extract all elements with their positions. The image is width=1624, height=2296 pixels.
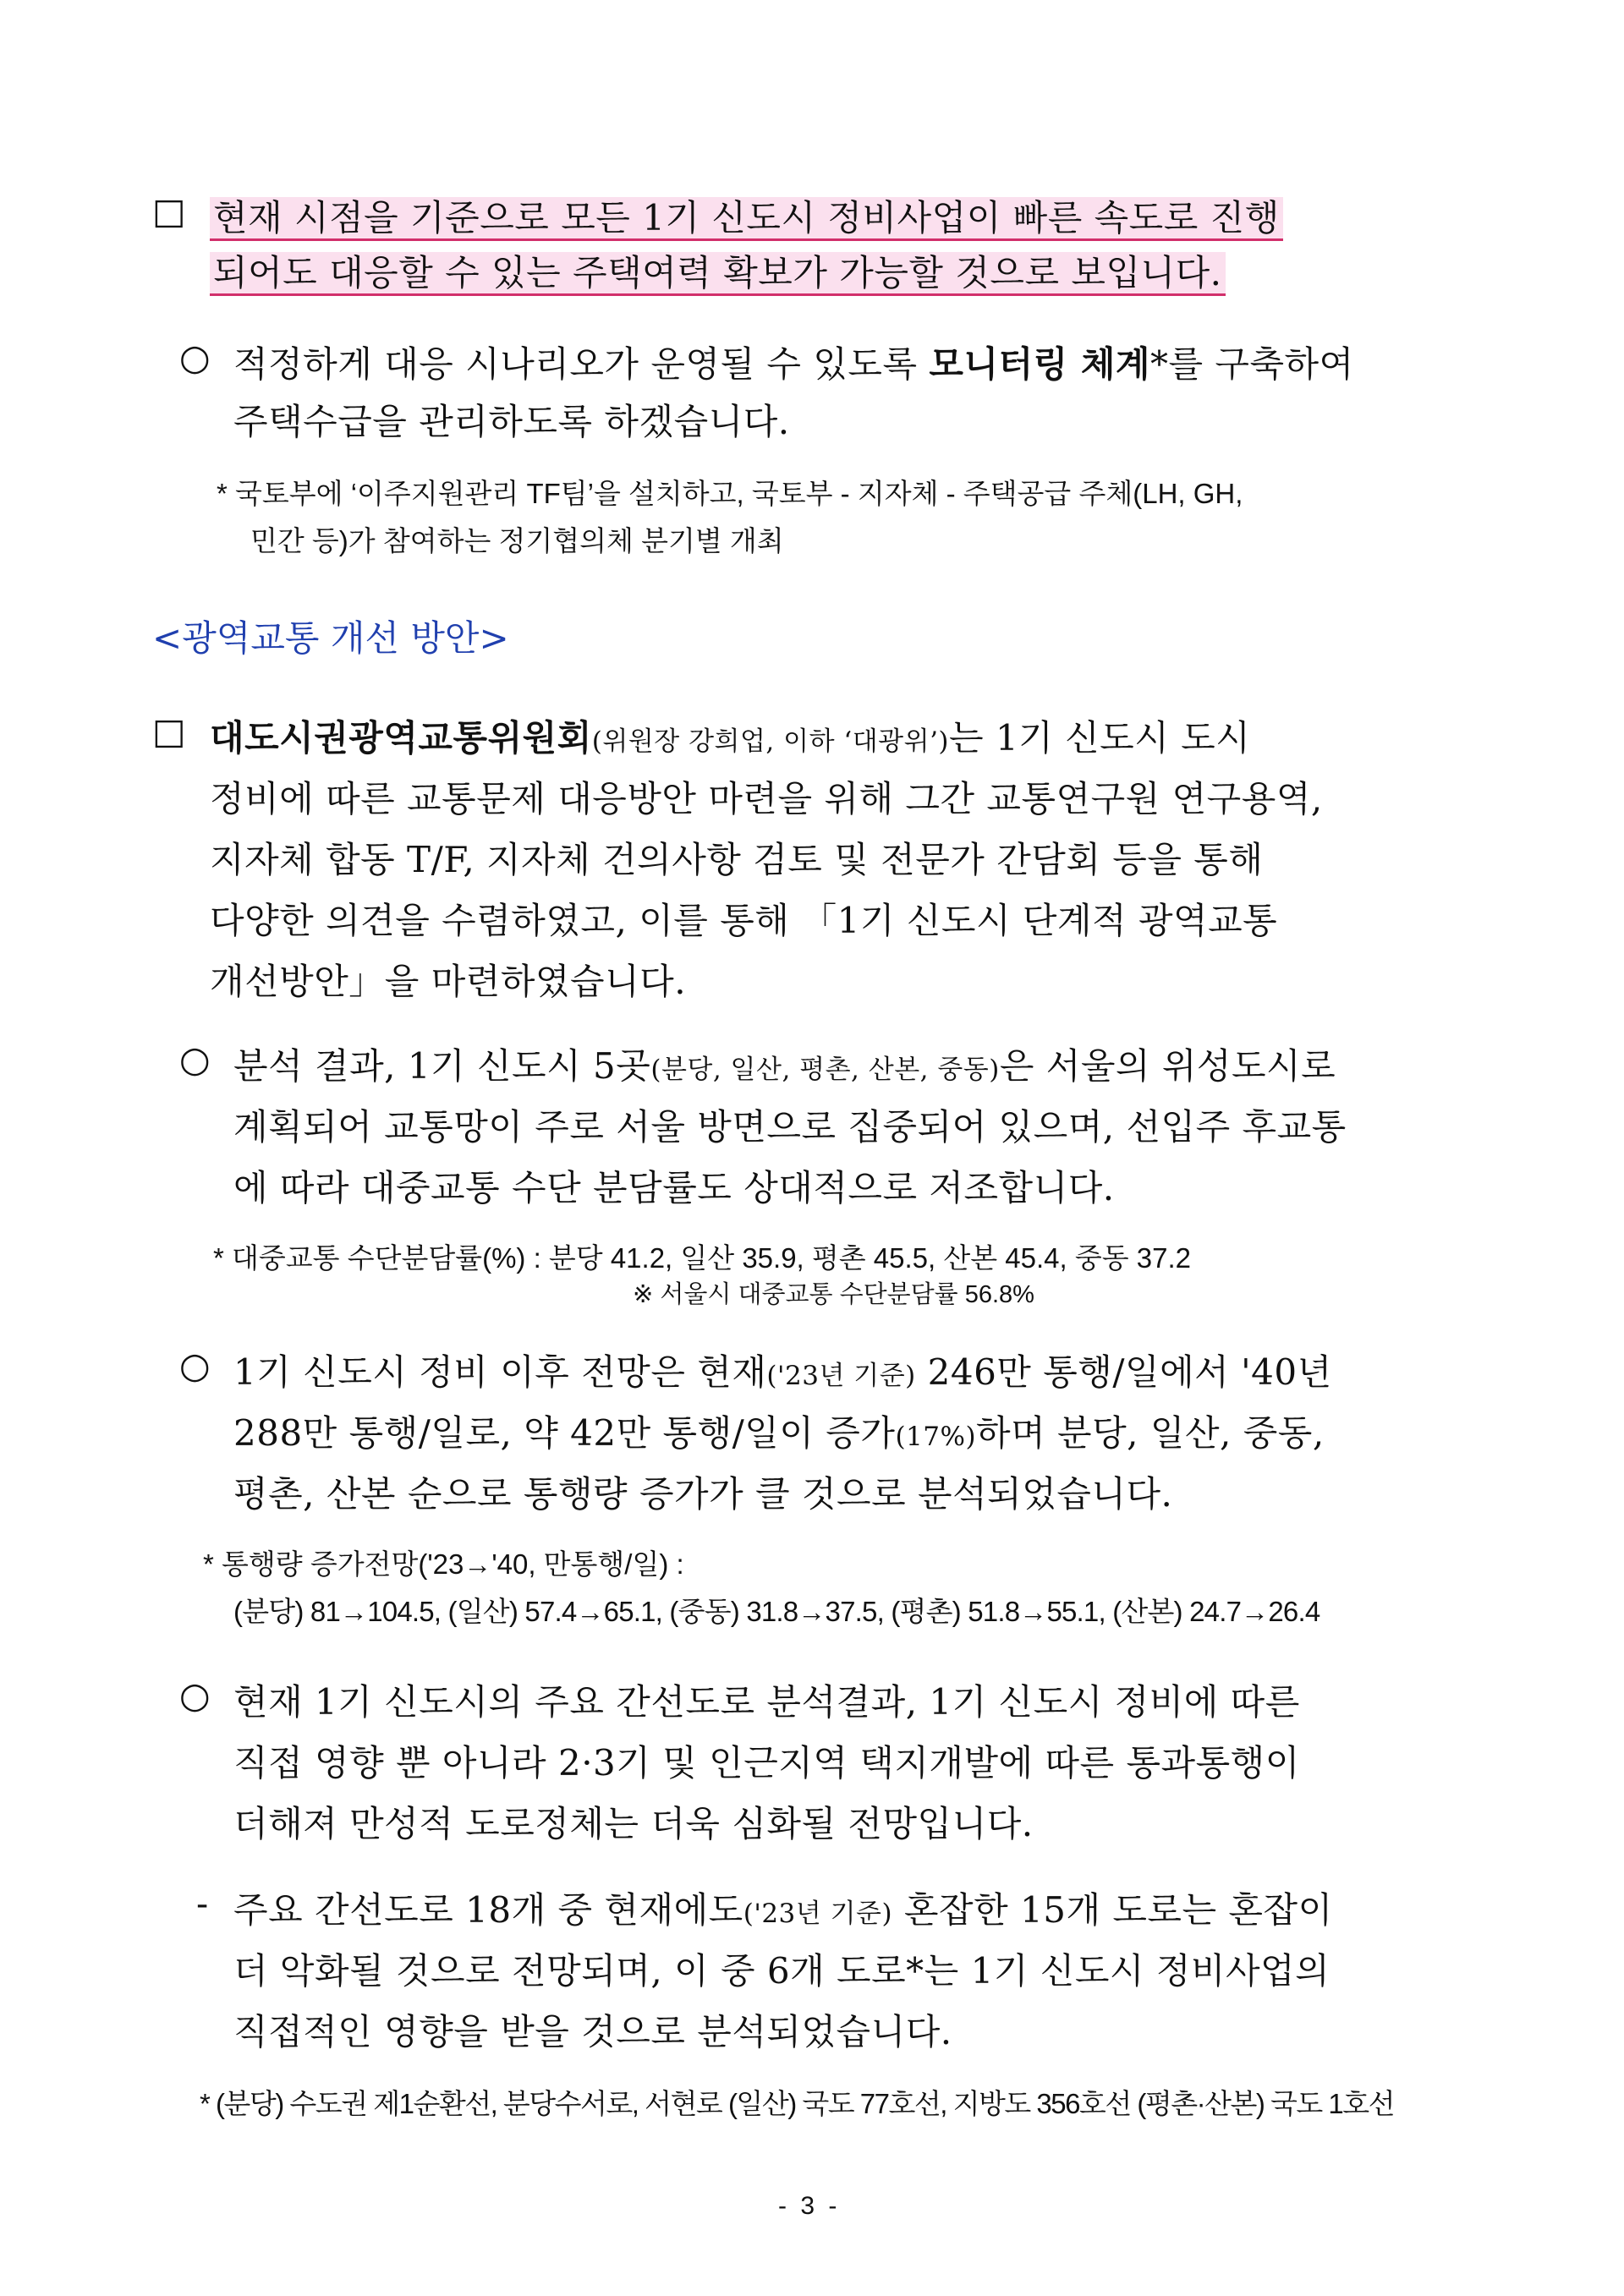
percent-aside: (17%) bbox=[895, 1422, 977, 1452]
roads-line-3: 직접적인 영향을 받을 것으로 분석되었습니다. bbox=[233, 2011, 952, 2052]
footnote-line-2: ※ 서울시 대중교통 수단분담률 56.8% bbox=[633, 1281, 1034, 1308]
committee-line-5: 개선방안」을 마련하였습니다. bbox=[210, 961, 687, 1002]
monitoring-line-1 bbox=[233, 337, 1354, 387]
text-segment: 1기 신도시 정비 이후 전망은 현재 bbox=[233, 1351, 767, 1393]
roads-line-1 bbox=[233, 1882, 1333, 1933]
analysis-line-2: 계획되어 교통망이 주로 서울 방면으로 집중되어 있으며, 선입주 후교통 bbox=[233, 1106, 1347, 1148]
footnote-line-1: * 국토부에 ‘이주지원관리 TF팀’을 설치하고, 국토부 - 지자체 - 주택공급 주체(LH, GH, bbox=[217, 478, 1243, 509]
city-list-aside: (분당, 일산, 평촌, 산본, 중동) bbox=[650, 1055, 1000, 1085]
committee-line-1 bbox=[210, 710, 1250, 761]
congestion-line-3: 더해져 만성적 도로정체는 더욱 심화될 전망입니다. bbox=[233, 1803, 1034, 1844]
checkbox-marker: □ bbox=[152, 190, 187, 232]
page-number: - 3 - bbox=[778, 2192, 841, 2220]
forecast-line-3: 평촌, 산본 순으로 통행량 증가가 클 것으로 분석되었습니다. bbox=[233, 1473, 1173, 1515]
text-segment: 분석 결과, 1기 신도시 5곳 bbox=[233, 1045, 651, 1087]
committee-line-2: 정비에 따른 교통문제 대응방안 마련을 위해 그간 교통연구원 연구용역, bbox=[210, 778, 1323, 819]
forecast-line-1 bbox=[233, 1345, 1332, 1395]
year-aside: ('23년 기준) bbox=[743, 1899, 893, 1929]
highlighted-line-2 bbox=[210, 245, 1226, 296]
footnote-line-1: * 통행량 증가전망('23→'40, 만통행/일) : bbox=[203, 1548, 684, 1580]
analysis-line-3: 에 따라 대중교통 수단 분담률도 상대적으로 저조합니다. bbox=[233, 1167, 1115, 1208]
forecast-line-2 bbox=[233, 1406, 1325, 1456]
bold-segment: 모니터링 체계 bbox=[929, 343, 1150, 385]
text-segment: 는 1기 신도시 도시 bbox=[949, 717, 1251, 759]
highlight-text-2: 되어도 대응할 수 있는 주택여력 확보가 가능할 것으로 보입니다. bbox=[210, 252, 1226, 296]
highlighted-line-1 bbox=[210, 190, 1283, 241]
committee-aside: (위원장 강희업, 이하 ‘대광위’) bbox=[591, 726, 950, 757]
circle-marker: ○ bbox=[179, 1674, 211, 1716]
committee-line-4: 다양한 의견을 수렴하였고, 이를 통해 「1기 신도시 단계적 광역교통 bbox=[210, 900, 1278, 941]
year-aside: ('23년 기준) bbox=[766, 1361, 916, 1391]
text-segment: 혼잡한 15개 도로는 혼잡이 bbox=[892, 1889, 1333, 1931]
section-heading: <광역교통 개선 방안> bbox=[152, 617, 509, 659]
congestion-line-1: 현재 1기 신도시의 주요 간선도로 분석결과, 1기 신도시 정비에 따른 bbox=[233, 1681, 1300, 1723]
highlight-text-1: 현재 시점을 기준으로 모든 1기 신도시 정비사업이 빠른 속도로 진행 bbox=[210, 197, 1283, 241]
footnote-line-2: 민간 등)가 참여하는 정기협의체 분기별 개최 bbox=[250, 525, 784, 556]
checkbox-marker: □ bbox=[152, 710, 187, 752]
committee-name: 대도시권광역교통위원회 bbox=[210, 717, 592, 759]
dash-marker: - bbox=[196, 1882, 209, 1924]
monitoring-line-2: 주택수급을 관리하도록 하겠습니다. bbox=[233, 401, 790, 442]
footnote-line-1: * 대중교통 수단분담률(%) : 분당 41.2, 일산 35.9, 평촌 45.5, 산본 45.4, 중동 37.2 bbox=[213, 1242, 1192, 1274]
footnote-line-1: * (분당) 수도권 제1순환선, 분당수서로, 서현로 (일산) 국도 77호선, 지방도 356호선 (평촌·산본) 국도 1호선 bbox=[200, 2088, 1395, 2119]
footnote-line-2: (분당) 81→104.5, (일산) 57.4→65.1, (중동) 31.8→37.5, (평촌) 51.8→55.1, (산본) 24.7→26.4 bbox=[233, 1596, 1320, 1627]
circle-marker: ○ bbox=[179, 1345, 211, 1386]
text-segment: 하며 분당, 일산, 중동, bbox=[976, 1412, 1325, 1454]
text-segment: 주요 간선도로 18개 중 현재에도 bbox=[233, 1889, 743, 1931]
roads-line-2: 더 악화될 것으로 전망되며, 이 중 6개 도로*는 1기 신도시 정비사업의 bbox=[233, 1950, 1330, 1992]
text-segment: 246만 통행/일에서 '40년 bbox=[915, 1351, 1332, 1393]
text-segment: 적정하게 대응 시나리오가 운영될 수 있도록 bbox=[233, 343, 930, 385]
text-segment: *를 구축하여 bbox=[1149, 343, 1354, 385]
committee-line-3: 지자체 합동 T/F, 지자체 건의사항 검토 및 전문가 간담회 등을 통해 bbox=[210, 839, 1264, 880]
circle-marker: ○ bbox=[179, 337, 211, 378]
analysis-line-1 bbox=[233, 1038, 1336, 1089]
text-segment: 288만 통행/일로, 약 42만 통행/일이 증가 bbox=[233, 1412, 896, 1454]
circle-marker: ○ bbox=[179, 1038, 211, 1080]
congestion-line-2: 직접 영향 뿐 아니라 2·3기 및 인근지역 택지개발에 따른 통과통행이 bbox=[233, 1742, 1300, 1784]
text-segment: 은 서울의 위성도시로 bbox=[999, 1045, 1336, 1087]
